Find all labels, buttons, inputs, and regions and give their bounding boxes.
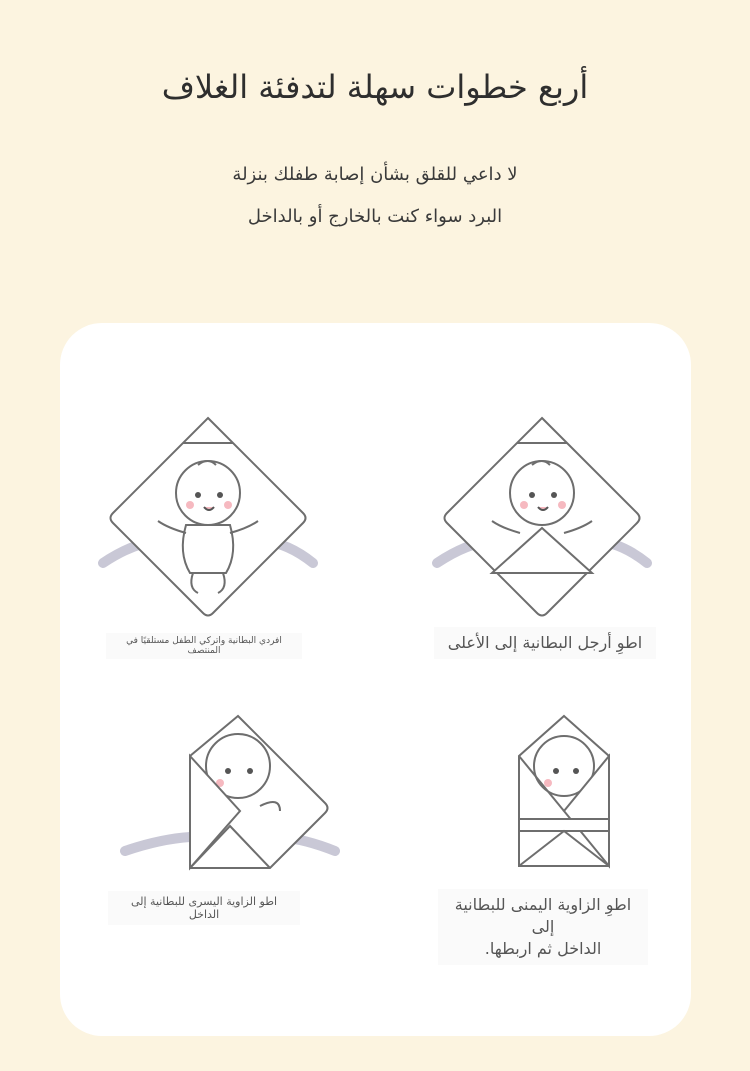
step-1-caption: افردي البطانية واتركي الطفل مستلقيًا في المنتصف bbox=[106, 633, 302, 659]
step-3-illustration bbox=[120, 711, 340, 881]
page-title: أربع خطوات سهلة لتدفئة الغلاف bbox=[161, 68, 589, 106]
step-1-illustration bbox=[98, 413, 318, 623]
step-4-caption-line-1: اطوِ الزاوية اليمنى للبطانية إلى bbox=[454, 895, 632, 936]
baby-body bbox=[183, 525, 233, 573]
cheek-right bbox=[224, 501, 232, 509]
tie-band bbox=[519, 819, 609, 831]
step-3-caption: اطو الزاوية اليسرى للبطانية إلى الداخل bbox=[108, 891, 300, 925]
steps-card bbox=[60, 323, 691, 1036]
step-4-caption-line-2: الداخل ثم اربطها. bbox=[484, 939, 602, 958]
subtitle-line-2: البرد سواء كنت بالخارج أو بالداخل bbox=[247, 206, 503, 227]
subtitle-line-1: لا داعي للقلق بشأن إصابة طفلك بنزلة bbox=[232, 164, 518, 185]
cheek-left bbox=[186, 501, 194, 509]
step-2-caption: اطوِ أرجل البطانية إلى الأعلى bbox=[434, 627, 656, 659]
baby-head bbox=[176, 461, 240, 525]
step-4-caption bbox=[438, 889, 648, 965]
step-4-illustration bbox=[504, 711, 624, 881]
step-2-illustration bbox=[432, 413, 652, 623]
